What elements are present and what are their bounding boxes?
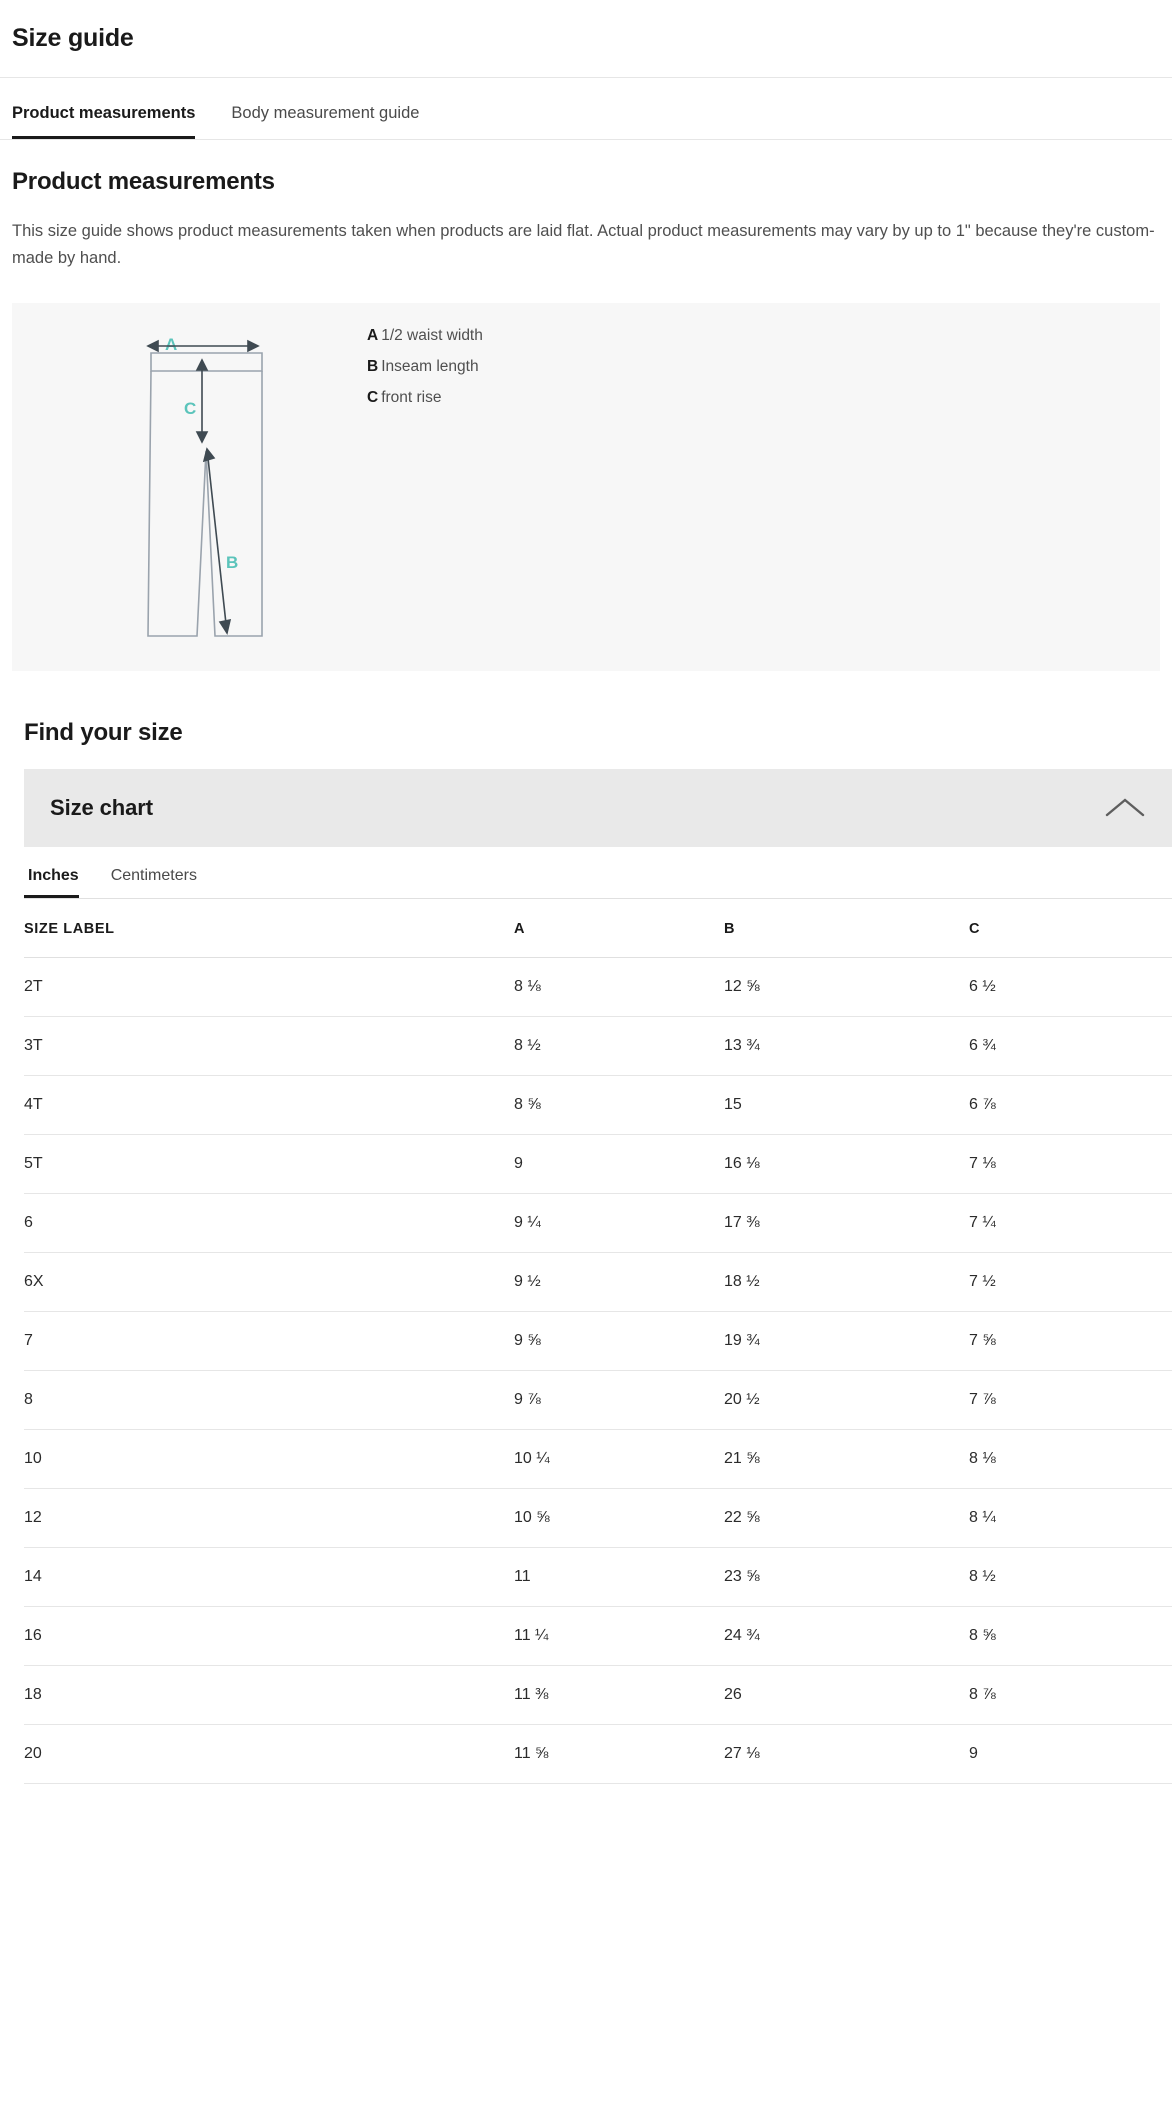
column-header-a: A bbox=[514, 899, 724, 958]
table-header-row bbox=[24, 899, 1172, 958]
table-row bbox=[24, 1253, 1172, 1312]
cell-size-label: 8 bbox=[24, 1371, 514, 1430]
cell-measurement: 8 ⅝ bbox=[969, 1607, 1172, 1666]
guide-tablist bbox=[0, 78, 1172, 140]
pants-diagram bbox=[12, 303, 367, 671]
legend-key-b: B bbox=[367, 358, 379, 376]
table-row bbox=[24, 958, 1172, 1017]
cell-measurement: 9 ⅞ bbox=[514, 1371, 724, 1430]
cell-measurement: 11 ⅜ bbox=[514, 1666, 724, 1725]
cell-measurement: 11 ¼ bbox=[514, 1607, 724, 1666]
cell-measurement: 7 ⅝ bbox=[969, 1312, 1172, 1371]
size-chart-accordion-header[interactable] bbox=[24, 769, 1172, 847]
cell-size-label: 16 bbox=[24, 1607, 514, 1666]
cell-size-label: 3T bbox=[24, 1017, 514, 1076]
cell-size-label: 12 bbox=[24, 1489, 514, 1548]
table-row bbox=[24, 1548, 1172, 1607]
size-chart-table bbox=[24, 899, 1172, 1784]
table-row bbox=[24, 1135, 1172, 1194]
cell-measurement: 13 ¾ bbox=[724, 1017, 969, 1076]
cell-measurement: 8 ⅛ bbox=[514, 958, 724, 1017]
cell-measurement: 22 ⅝ bbox=[724, 1489, 969, 1548]
cell-measurement: 7 ⅞ bbox=[969, 1371, 1172, 1430]
column-header-b: B bbox=[724, 899, 969, 958]
cell-measurement: 6 ¾ bbox=[969, 1017, 1172, 1076]
chevron-up-icon[interactable] bbox=[1104, 795, 1146, 821]
table-row bbox=[24, 1666, 1172, 1725]
diagram-legend bbox=[367, 303, 483, 407]
cell-measurement: 7 ¼ bbox=[969, 1194, 1172, 1253]
cell-measurement: 27 ⅛ bbox=[724, 1725, 969, 1784]
cell-measurement: 11 bbox=[514, 1548, 724, 1607]
cell-measurement: 8 ⅝ bbox=[514, 1076, 724, 1135]
table-row bbox=[24, 1725, 1172, 1784]
table-row bbox=[24, 1430, 1172, 1489]
product-measurements-section bbox=[0, 168, 1172, 271]
cell-size-label: 10 bbox=[24, 1430, 514, 1489]
column-header-size-label: SIZE LABEL bbox=[24, 899, 514, 958]
cell-measurement: 8 ⅞ bbox=[969, 1666, 1172, 1725]
tab-inches-label: Inches bbox=[28, 867, 79, 885]
column-header-c: C bbox=[969, 899, 1172, 958]
cell-measurement: 7 ⅛ bbox=[969, 1135, 1172, 1194]
cell-measurement: 18 ½ bbox=[724, 1253, 969, 1312]
table-body bbox=[24, 958, 1172, 1784]
cell-measurement: 8 ⅛ bbox=[969, 1430, 1172, 1489]
cell-size-label: 18 bbox=[24, 1666, 514, 1725]
table-row bbox=[24, 1017, 1172, 1076]
cell-measurement: 26 bbox=[724, 1666, 969, 1725]
diagram-label-b: B bbox=[226, 553, 239, 573]
table-row bbox=[24, 1489, 1172, 1548]
tab-centimeters-label: Centimeters bbox=[110, 867, 197, 885]
cell-measurement: 15 bbox=[724, 1076, 969, 1135]
tab-inches[interactable] bbox=[24, 867, 95, 898]
legend-text-a: 1/2 waist width bbox=[381, 327, 483, 345]
cell-size-label: 7 bbox=[24, 1312, 514, 1371]
cell-size-label: 4T bbox=[24, 1076, 514, 1135]
cell-measurement: 20 ½ bbox=[724, 1371, 969, 1430]
cell-measurement: 8 ¼ bbox=[969, 1489, 1172, 1548]
cell-size-label: 6X bbox=[24, 1253, 514, 1312]
cell-measurement: 9 ⅝ bbox=[514, 1312, 724, 1371]
cell-size-label: 6 bbox=[24, 1194, 514, 1253]
legend-item-c bbox=[367, 389, 483, 407]
cell-measurement: 17 ⅜ bbox=[724, 1194, 969, 1253]
tab-product-measurements[interactable] bbox=[12, 104, 213, 139]
cell-measurement: 8 ½ bbox=[514, 1017, 724, 1076]
tab-body-measurement-guide-label: Body measurement guide bbox=[231, 104, 420, 122]
tab-body-measurement-guide[interactable] bbox=[213, 104, 437, 139]
cell-size-label: 20 bbox=[24, 1725, 514, 1784]
cell-measurement: 16 ⅛ bbox=[724, 1135, 969, 1194]
legend-text-c: front rise bbox=[381, 389, 442, 407]
legend-key-c: C bbox=[367, 389, 379, 407]
legend-key-a: A bbox=[367, 327, 379, 345]
find-your-size-heading: Find your size bbox=[24, 719, 183, 747]
cell-measurement: 9 ¼ bbox=[514, 1194, 724, 1253]
diagram-label-a: A bbox=[165, 335, 178, 355]
cell-measurement: 19 ¾ bbox=[724, 1312, 969, 1371]
size-chart-label: Size chart bbox=[50, 795, 153, 821]
cell-measurement: 9 ½ bbox=[514, 1253, 724, 1312]
unit-tablist bbox=[24, 847, 1172, 899]
product-measurements-heading: Product measurements bbox=[12, 168, 275, 195]
cell-measurement: 23 ⅝ bbox=[724, 1548, 969, 1607]
diagram-label-c: C bbox=[184, 399, 197, 419]
page-header bbox=[0, 0, 1172, 78]
cell-measurement: 10 ⅝ bbox=[514, 1489, 724, 1548]
legend-item-b bbox=[367, 358, 483, 376]
cell-measurement: 10 ¼ bbox=[514, 1430, 724, 1489]
table-row bbox=[24, 1607, 1172, 1666]
cell-size-label: 2T bbox=[24, 958, 514, 1017]
table-row bbox=[24, 1371, 1172, 1430]
legend-text-b: Inseam length bbox=[381, 358, 479, 376]
cell-measurement: 6 ½ bbox=[969, 958, 1172, 1017]
cell-size-label: 14 bbox=[24, 1548, 514, 1607]
measurement-diagram-panel bbox=[12, 303, 1160, 671]
page-title: Size guide bbox=[12, 24, 134, 52]
product-measurements-intro: This size guide shows product measurements taken when products are laid flat. Actual product measurements may vary by up to 1" because they're custom-made by hand. bbox=[12, 222, 1155, 267]
pants-diagram-svg bbox=[12, 303, 367, 671]
cell-measurement: 12 ⅝ bbox=[724, 958, 969, 1017]
tab-product-measurements-label: Product measurements bbox=[12, 104, 196, 122]
legend-item-a bbox=[367, 327, 483, 345]
table-row bbox=[24, 1312, 1172, 1371]
table-row bbox=[24, 1194, 1172, 1253]
cell-measurement: 24 ¾ bbox=[724, 1607, 969, 1666]
cell-measurement: 8 ½ bbox=[969, 1548, 1172, 1607]
tab-centimeters[interactable] bbox=[95, 867, 213, 898]
cell-measurement: 6 ⅞ bbox=[969, 1076, 1172, 1135]
cell-measurement: 21 ⅝ bbox=[724, 1430, 969, 1489]
table-row bbox=[24, 1076, 1172, 1135]
cell-size-label: 5T bbox=[24, 1135, 514, 1194]
cell-measurement: 9 bbox=[969, 1725, 1172, 1784]
cell-measurement: 11 ⅝ bbox=[514, 1725, 724, 1784]
cell-measurement: 7 ½ bbox=[969, 1253, 1172, 1312]
cell-measurement: 9 bbox=[514, 1135, 724, 1194]
